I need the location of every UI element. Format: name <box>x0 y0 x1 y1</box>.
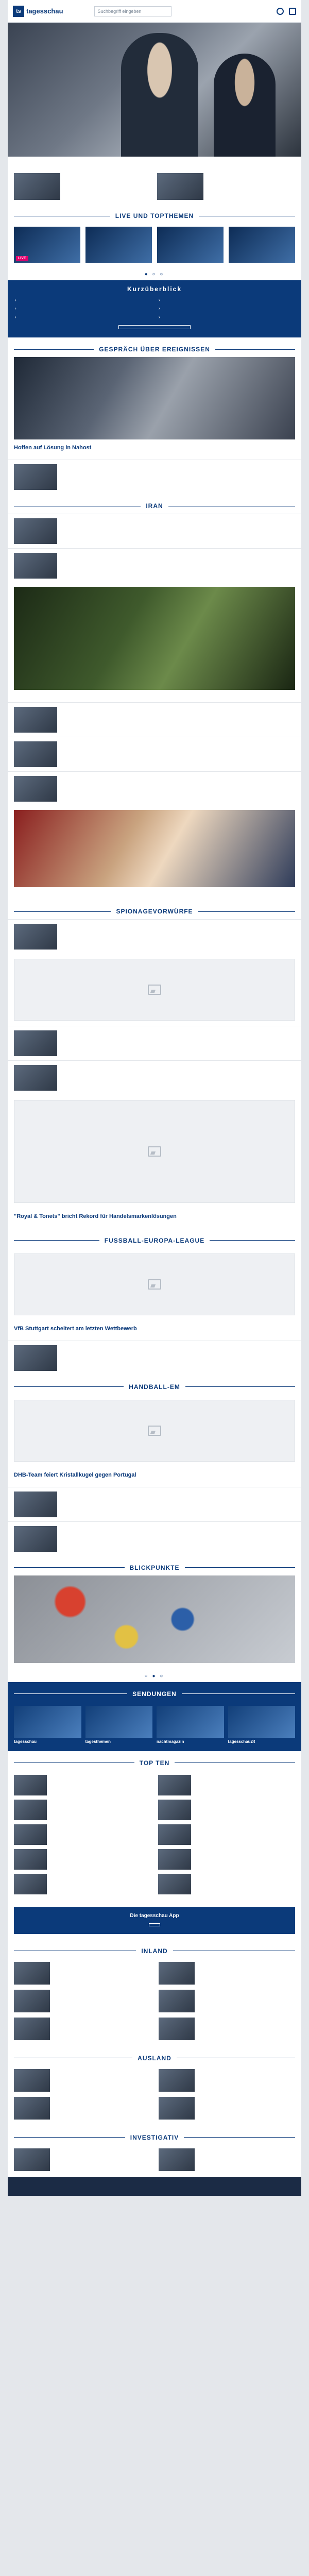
related-thumb <box>157 173 203 200</box>
list-item[interactable] <box>8 548 301 583</box>
ausland-list <box>8 2066 301 2126</box>
image-placeholder-icon <box>148 985 161 995</box>
investigativ-item[interactable] <box>14 2148 150 2171</box>
image-placeholder-icon <box>148 1426 161 1436</box>
inland-item[interactable] <box>14 1990 150 2012</box>
teaser-headline[interactable]: "Royal & Tonets" bricht Rekord für Handelsmarkenlösungen <box>14 1213 177 1220</box>
search-input[interactable]: Suchbegriff eingeben <box>94 6 171 16</box>
section-label: HANDBALL-EM <box>129 1383 180 1391</box>
carousel-dots[interactable]: ● ○ ○ <box>144 272 165 277</box>
related-item[interactable] <box>14 173 152 200</box>
section-heading-fussball <box>8 1229 301 1248</box>
list-item[interactable] <box>8 1341 301 1375</box>
content-wrapper <box>8 0 301 2196</box>
search-icon[interactable] <box>277 8 284 15</box>
section-label: LIVE UND TOPTHEMEN <box>115 212 194 219</box>
topten-item[interactable] <box>158 1874 295 1894</box>
related-thumb <box>14 173 60 200</box>
topten-item[interactable] <box>158 1775 295 1795</box>
spionage-extra-teaser[interactable] <box>8 1208 301 1228</box>
iran-second-image[interactable] <box>14 810 295 887</box>
kurz-item[interactable]: › <box>159 306 160 311</box>
inland-item[interactable] <box>159 1962 295 1985</box>
topten-item[interactable] <box>14 1874 151 1894</box>
list-thumb <box>14 776 57 802</box>
inland-item[interactable] <box>14 1962 150 1985</box>
list-item[interactable] <box>8 771 301 806</box>
iran-feature-teaser[interactable] <box>8 690 301 702</box>
image-placeholder-icon <box>148 1146 161 1157</box>
hero-person-right <box>214 54 276 157</box>
kurz-item[interactable]: › <box>15 314 16 319</box>
list-thumb <box>14 741 57 767</box>
gespraech-image[interactable] <box>14 357 295 439</box>
section-label: INLAND <box>141 1947 168 1955</box>
list-thumb <box>14 518 57 544</box>
section-heading-investigativ <box>8 2126 301 2145</box>
teaser-headline[interactable]: Hoffen auf Lösung in Nahost <box>14 445 92 451</box>
investigativ-item[interactable] <box>159 2148 295 2171</box>
blickpunkte-teaser[interactable] <box>8 1663 301 1673</box>
list-thumb <box>14 924 57 950</box>
logo[interactable] <box>13 6 63 17</box>
section-heading-spionage <box>8 900 301 919</box>
site-footer <box>8 2177 301 2196</box>
ausland-item[interactable] <box>159 2097 295 2120</box>
section-heading-ausland <box>8 2046 301 2066</box>
live-card[interactable] <box>14 227 80 264</box>
list-item[interactable] <box>8 514 301 548</box>
section-heading-blickpunkte <box>8 1556 301 1575</box>
sendung-card[interactable]: tagesschau <box>14 1706 81 1744</box>
menu-icon[interactable] <box>289 8 296 15</box>
topten-item[interactable] <box>158 1824 295 1845</box>
kurz-item[interactable]: › <box>159 314 160 319</box>
kurz-list <box>15 298 294 320</box>
section-label: FUSSBALL-EUROPA-LEAGUE <box>104 1236 205 1244</box>
topten-item[interactable] <box>14 1775 151 1795</box>
hero-image[interactable] <box>8 23 301 157</box>
logo-text: tagesschau <box>26 7 63 15</box>
kurzueberblick-box <box>8 280 301 337</box>
list-thumb <box>14 1065 57 1091</box>
list-thumb <box>14 1030 57 1056</box>
section-label: TOP TEN <box>139 1759 170 1767</box>
image-placeholder[interactable] <box>14 1400 295 1462</box>
list-thumb <box>14 1492 57 1517</box>
app-promo <box>14 1907 295 1934</box>
kurz-title: Kurzüberblick <box>127 285 182 293</box>
list-thumb <box>14 464 57 490</box>
topten-item[interactable] <box>14 1849 151 1870</box>
section-label: SENDUNGEN <box>132 1690 177 1698</box>
live-card[interactable] <box>157 227 224 264</box>
live-carousel <box>8 224 301 272</box>
list-item[interactable] <box>8 1060 301 1095</box>
list-thumb <box>14 553 57 579</box>
ausland-item[interactable] <box>14 2069 150 2092</box>
kurz-item[interactable]: › <box>15 298 16 302</box>
section-heading-topten <box>8 1751 301 1771</box>
teaser-headline[interactable]: DHB-Team feiert Kristallkugel gegen Portugal <box>14 1471 136 1478</box>
kurz-item[interactable]: › <box>159 298 160 302</box>
section-label: IRAN <box>146 502 163 510</box>
ausland-item[interactable] <box>159 2069 295 2092</box>
inland-item[interactable] <box>159 2018 295 2040</box>
sendung-card[interactable]: tagesthemen <box>85 1706 153 1744</box>
list-item[interactable] <box>8 1026 301 1060</box>
list-item[interactable] <box>8 919 301 954</box>
fussball-teaser[interactable] <box>8 1320 301 1341</box>
topten-item[interactable] <box>14 1800 151 1820</box>
kurz-more-button[interactable] <box>118 325 191 329</box>
kurz-item[interactable]: › <box>15 306 16 311</box>
section-label: INVESTIGATIV <box>130 2133 179 2141</box>
section-heading-gespraech <box>8 337 301 357</box>
list-item[interactable] <box>8 1521 301 1556</box>
live-card[interactable] <box>85 227 152 264</box>
ausland-item[interactable] <box>14 2097 150 2120</box>
section-heading-inland <box>8 1939 301 1959</box>
handball-teaser[interactable] <box>8 1467 301 1487</box>
section-label: SPIONAGEVORWÜRFE <box>116 908 193 916</box>
live-card[interactable] <box>229 227 295 264</box>
image-placeholder[interactable] <box>14 1253 295 1315</box>
list-thumb <box>14 1526 57 1552</box>
list-thumb <box>14 707 57 733</box>
section-heading-live <box>8 204 301 224</box>
app-promo-title: Die tagesschau App <box>130 1912 179 1919</box>
section-heading-handball <box>8 1375 301 1395</box>
list-item[interactable] <box>8 702 301 737</box>
topten-item[interactable] <box>158 1849 295 1870</box>
ad-placeholder <box>14 959 295 1021</box>
topten-item[interactable] <box>158 1800 295 1820</box>
blickpunkte-image[interactable] <box>14 1575 295 1663</box>
sendungen-box <box>8 1702 301 1751</box>
section-label: GESPRÄCH ÜBER EREIGNISSEN <box>99 346 210 353</box>
hero-person-left <box>121 33 198 157</box>
list-item[interactable] <box>8 737 301 771</box>
list-item[interactable] <box>8 1487 301 1521</box>
topten-item[interactable] <box>14 1824 151 1845</box>
iran-feature-image[interactable] <box>14 587 295 690</box>
inland-item[interactable] <box>14 2018 150 2040</box>
list-item[interactable] <box>8 460 301 494</box>
gespraech-teaser[interactable] <box>8 439 301 460</box>
site-header <box>8 0 301 23</box>
live-badge: LIVE <box>16 256 28 261</box>
related-item[interactable] <box>157 173 295 200</box>
section-label: BLICKPUNKTE <box>129 1564 180 1571</box>
section-heading-sendungen <box>8 1682 301 1702</box>
carousel-dots[interactable]: ○ ● ○ <box>144 1673 165 1679</box>
inland-item[interactable] <box>159 1990 295 2012</box>
list-thumb <box>14 1345 57 1371</box>
logo-mark: ts <box>13 6 24 17</box>
section-label: AUSLAND <box>138 2054 171 2062</box>
hero-related <box>8 169 301 204</box>
app-promo-button[interactable] <box>149 1923 160 1926</box>
sendung-card[interactable]: nachtmagazin <box>157 1706 224 1744</box>
topten-list <box>8 1771 301 1902</box>
iran-second-teaser[interactable] <box>8 887 301 900</box>
image-placeholder-icon <box>148 1279 161 1290</box>
teaser-headline[interactable]: VfB Stuttgart scheitert am letzten Wettbewerb <box>14 1325 137 1332</box>
section-heading-iran <box>8 494 301 514</box>
investigativ-list <box>8 2145 301 2177</box>
inland-list <box>8 1959 301 2046</box>
hero-teaser[interactable] <box>8 157 301 169</box>
header-icons <box>277 8 296 15</box>
sendung-card[interactable]: tagesschau24 <box>228 1706 296 1744</box>
ad-placeholder <box>14 1100 295 1203</box>
